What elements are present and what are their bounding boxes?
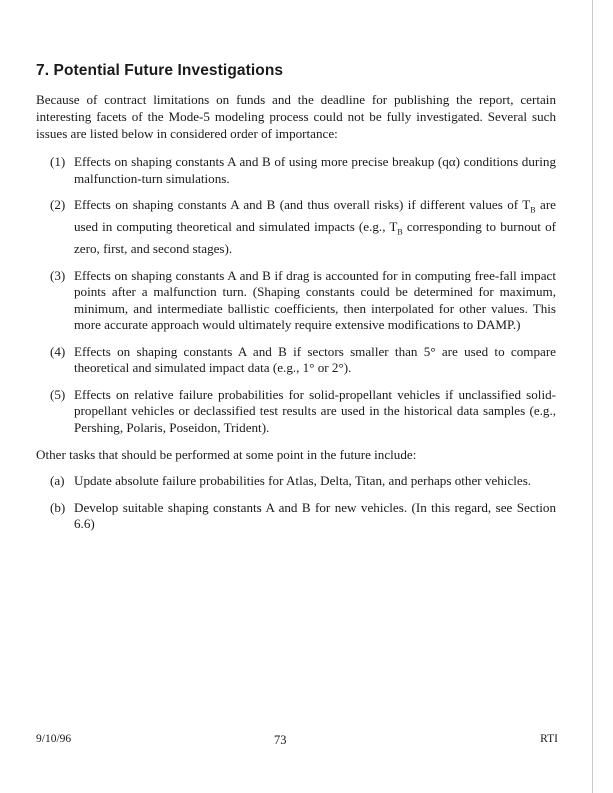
footer-org: RTI [540, 733, 558, 745]
list-item-text: Develop suitable shaping constants A and B for new vehicles. (In this regard, see Section 6.6) [74, 499, 556, 532]
list-marker: (5) [50, 386, 66, 402]
list-marker: (b) [50, 499, 66, 515]
list-marker: (2) [50, 197, 66, 212]
list-item-text: Effects on shaping constants A and B if sectors smaller than 5° are used to compare theoretical and simulated impact data (e.g., 1° or 2°). [74, 343, 556, 376]
list-item [50, 154, 556, 187]
list-marker: (3) [50, 267, 66, 283]
list-item-text: Effects on shaping constants A and B (and thus overall risks) if different values of $T_B$ are used in computing theoretical and simulated impacts (e.g., $T_B$ corresponding to burnout of zero, first, and second stages). [74, 197, 556, 257]
page-number: 73 [274, 733, 287, 747]
list-item-text: Update absolute failure probabilities for Atlas, Delta, Titan, and perhaps other vehicles. [74, 473, 532, 489]
tasks-list [36, 473, 556, 533]
page-edge-line [592, 0, 593, 793]
list-item-text: Effects on shaping constants A and B of using more precise breakup (qα) conditions during malfunction-turn simulations. [74, 154, 556, 186]
list-item [50, 387, 556, 437]
footer-date: 9/10/96 [36, 733, 72, 745]
issues-list [36, 154, 556, 436]
document-body [36, 62, 556, 543]
list-marker: (a) [50, 473, 65, 489]
list-item [50, 473, 556, 490]
list-item [50, 500, 556, 533]
other-tasks-intro: Other tasks that should be performed at some point in the future include: [36, 447, 417, 463]
list-marker: (4) [50, 343, 66, 359]
list-item-text: Effects on shaping constants A and B if drag is accounted for in computing free-fall impact points after a malfunction turn. (Shaping constants could be determined for maximum, minimum, and intermediate ballistic coefficients, then interpolated for other values. This more accurate approach would ultimately require extensive modifications to DAMP.) [74, 267, 556, 333]
list-item [50, 268, 556, 334]
section-heading: 7. Potential Future Investigations [36, 62, 284, 79]
list-item [50, 197, 556, 258]
list-marker: (1) [50, 154, 66, 169]
list-item-text: Effects on relative failure probabilities for solid-propellant vehicles if unclassified solid-propellant vehicles or declassified test results are used in the historical data samples (e.g., Pershing, Polaris, Poseidon, Trident). [74, 386, 556, 435]
list-item [50, 344, 556, 377]
intro-paragraph: Because of contract limitations on funds and the deadline for publishing the report, certain interesting facets of the Mode-5 modeling process could not be fully investigated. Several such issues are listed below in considered order of importance: [36, 92, 556, 141]
page-footer [36, 733, 558, 751]
